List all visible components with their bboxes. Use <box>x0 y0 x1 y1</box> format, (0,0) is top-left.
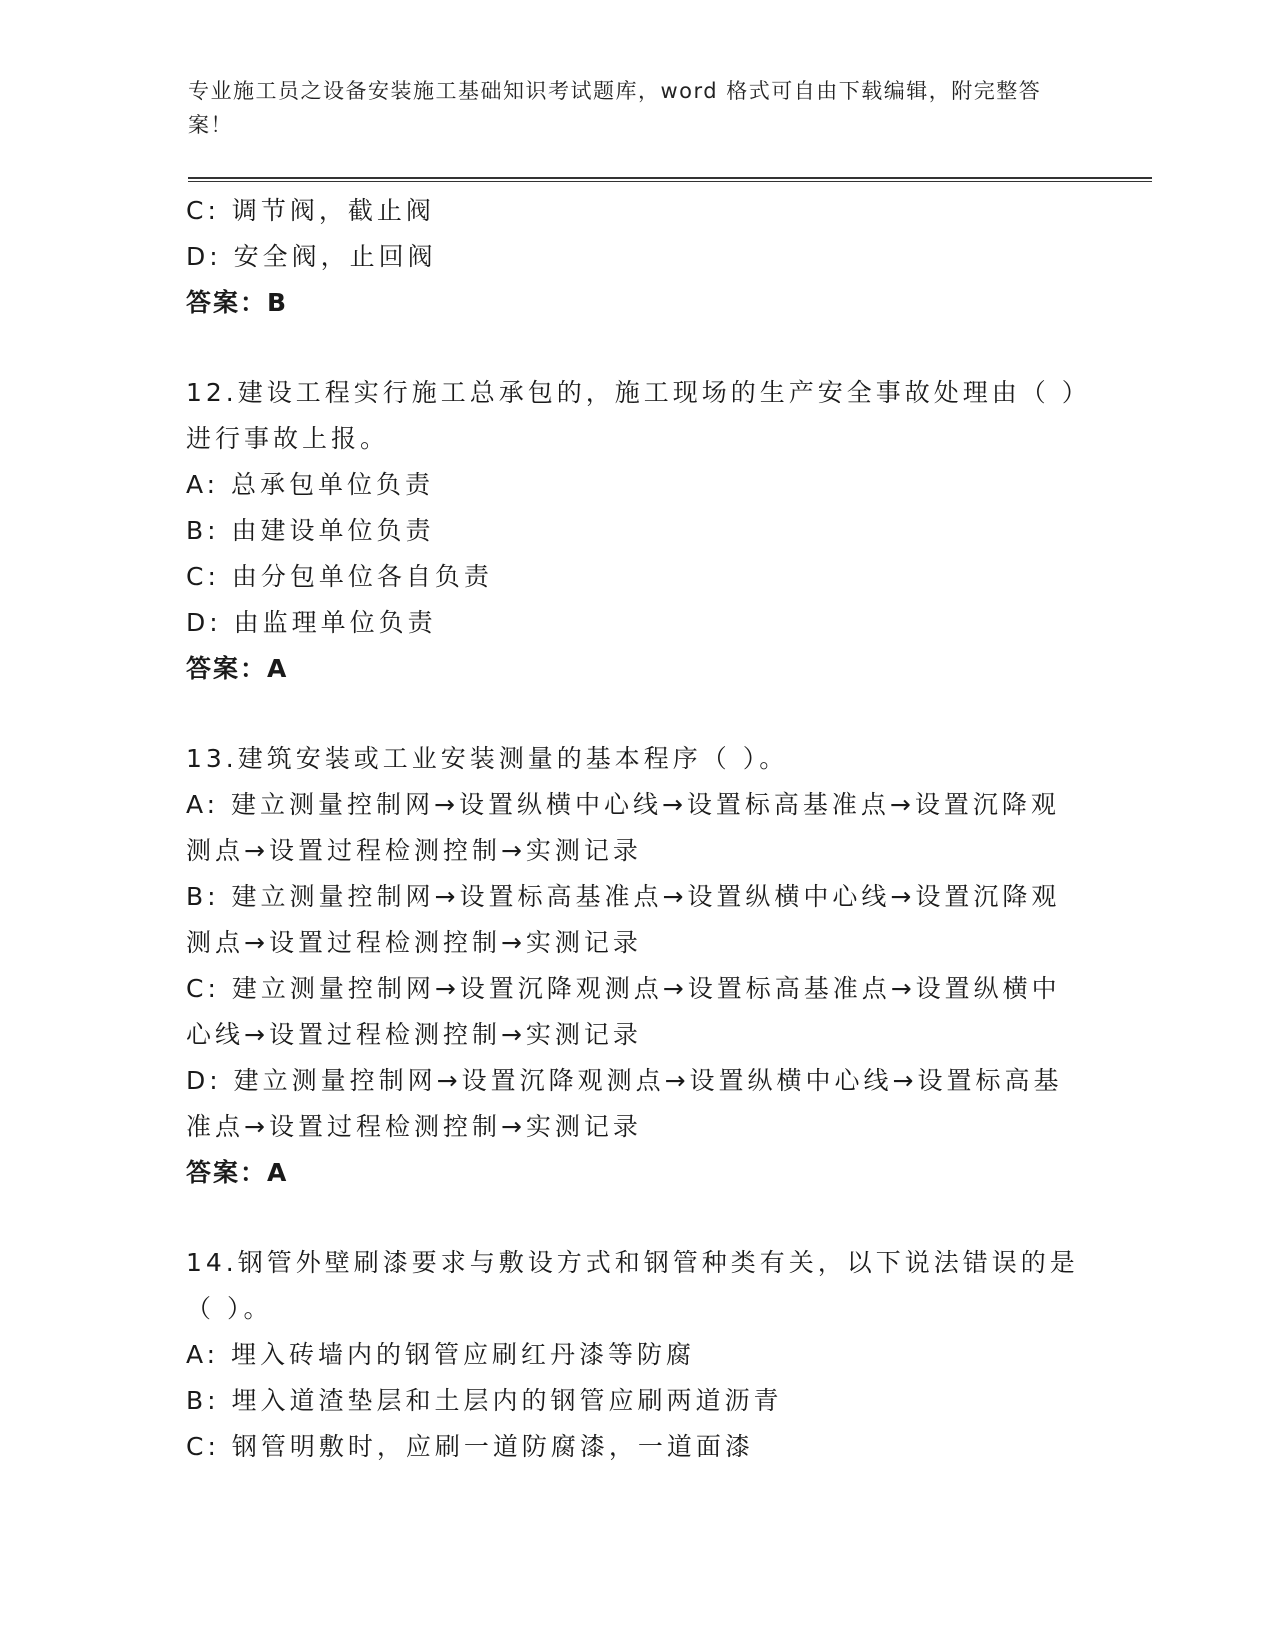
page-header: 专业施工员之设备安装施工基础知识考试题库，word 格式可自由下载编辑，附完整答案！ <box>188 79 1042 137</box>
answer: 答案：A <box>186 654 289 683</box>
option-d: D: 建立测量控制网→设置沉降观测点→设置纵横中心线→设置标高基准点→设置过程检测控制→实测记录 <box>186 1066 1063 1141</box>
option-c: C: 由分包单位各自负责 <box>186 562 493 591</box>
option-b: B: 建立测量控制网→设置标高基准点→设置纵横中心线→设置沉降观测点→设置过程检测控制→实测记录 <box>186 882 1061 957</box>
header-rule-thick <box>188 177 1152 179</box>
option-a: A: 总承包单位负责 <box>186 470 435 499</box>
option-c: C: 钢管明敷时，应刷一道防腐漆，一道面漆 <box>186 1432 754 1461</box>
spacer <box>186 326 1086 370</box>
spacer <box>186 692 1086 736</box>
option-c: C: 调节阀，截止阀 <box>186 196 435 225</box>
option-b: B: 由建设单位负责 <box>186 516 435 545</box>
document-body <box>186 188 1086 1470</box>
question-stem: 14.钢管外壁刷漆要求与敷设方式和钢管种类有关，以下说法错误的是（ ）。 <box>186 1248 1079 1323</box>
question-14 <box>186 1240 1086 1470</box>
option-b: B: 埋入道渣垫层和土层内的钢管应刷两道沥青 <box>186 1386 783 1415</box>
option-c: C: 建立测量控制网→设置沉降观测点→设置标高基准点→设置纵横中心线→设置过程检测控制→实测记录 <box>186 974 1061 1049</box>
question-stem: 12.建设工程实行施工总承包的，施工现场的生产安全事故处理由（ ）进行事故上报。 <box>186 378 1079 453</box>
option-a: A: 埋入砖墙内的钢管应刷红丹漆等防腐 <box>186 1340 696 1369</box>
question-13 <box>186 736 1086 1196</box>
answer: 答案：B <box>186 288 289 317</box>
header-rule-thin <box>188 181 1152 182</box>
spacer <box>186 1196 1086 1240</box>
question-11-continuation <box>186 188 1086 326</box>
question-stem: 13.建筑安装或工业安装测量的基本程序（ ）。 <box>186 744 789 773</box>
question-12 <box>186 370 1086 692</box>
option-a: A: 建立测量控制网→设置纵横中心线→设置标高基准点→设置沉降观测点→设置过程检测控制→实测记录 <box>186 790 1060 865</box>
option-d: D: 由监理单位负责 <box>186 608 437 637</box>
option-d: D: 安全阀，止回阀 <box>186 242 437 271</box>
answer: 答案：A <box>186 1158 289 1187</box>
